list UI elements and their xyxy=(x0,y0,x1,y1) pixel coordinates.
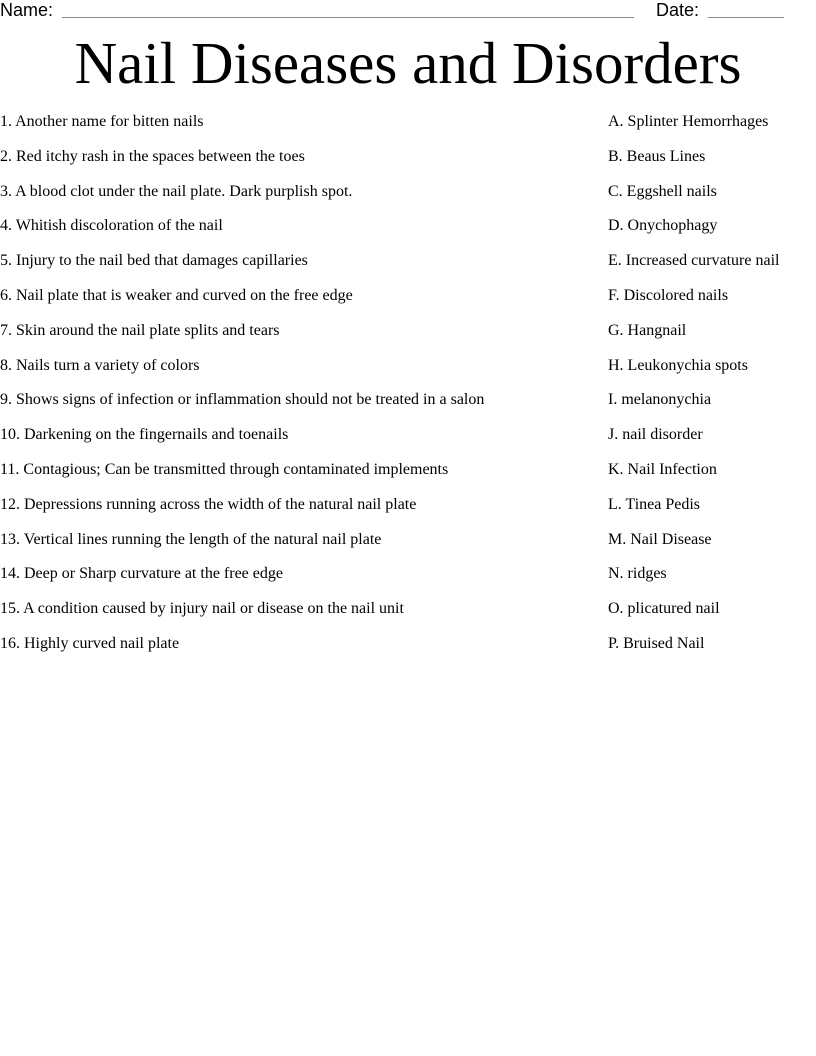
date-blank-line xyxy=(708,17,784,18)
answer-item: N. ridges xyxy=(608,565,667,583)
answer-item: K. Nail Infection xyxy=(608,460,717,478)
question-item: 6. Nail plate that is weaker and curved on the free edge xyxy=(0,286,353,304)
answer-item: F. Discolored nails xyxy=(608,286,729,304)
page-title: Nail Diseases and Disorders xyxy=(74,30,742,96)
answer-item: J. nail disorder xyxy=(608,426,703,444)
answer-list xyxy=(608,111,808,668)
question-item: 16. Highly curved nail plate xyxy=(0,634,180,652)
name-label: Name: xyxy=(0,0,54,20)
answer-item: M. Nail Disease xyxy=(608,530,712,548)
name-blank-line xyxy=(62,17,634,18)
question-item: 2. Red itchy rash in the spaces between the toes xyxy=(0,147,305,165)
question-item: 5. Injury to the nail bed that damages capillaries xyxy=(0,252,308,270)
question-item: 9. Shows signs of infection or inflammation should not be treated in a salon xyxy=(0,391,485,409)
answer-item: O. plicatured nail xyxy=(608,600,720,618)
answer-item: E. Increased curvature nail xyxy=(608,252,780,270)
answer-item: G. Hangnail xyxy=(608,321,687,339)
worksheet-header xyxy=(0,0,816,24)
question-item: 7. Skin around the nail plate splits and tears xyxy=(0,321,280,339)
answer-item: C. Eggshell nails xyxy=(608,182,717,200)
answer-item: H. Leukonychia spots xyxy=(608,356,748,374)
question-item: 15. A condition caused by injury nail or disease on the nail unit xyxy=(0,600,404,618)
question-item: 12. Depressions running across the width of the natural nail plate xyxy=(0,495,417,513)
question-item: 14. Deep or Sharp curvature at the free edge xyxy=(0,565,283,583)
date-label: Date: xyxy=(656,0,700,20)
question-item: 3. A blood clot under the nail plate. Dark purplish spot. xyxy=(0,182,353,200)
question-item: 10. Darkening on the fingernails and toenails xyxy=(0,426,289,444)
question-list xyxy=(0,111,590,668)
answer-item: I. melanonychia xyxy=(608,391,712,409)
question-item: 13. Vertical lines running the length of the natural nail plate xyxy=(0,530,382,548)
answer-item: B. Beaus Lines xyxy=(608,147,706,165)
answer-item: L. Tinea Pedis xyxy=(608,495,701,513)
question-item: 11. Contagious; Can be transmitted through contaminated implements xyxy=(0,460,449,478)
answer-item: D. Onychophagy xyxy=(608,217,718,235)
answer-item: A. Splinter Hemorrhages xyxy=(608,113,769,130)
answer-item: P. Bruised Nail xyxy=(608,634,705,652)
question-item: 1. Another name for bitten nails xyxy=(0,113,204,130)
question-item: 8. Nails turn a variety of colors xyxy=(0,356,200,374)
question-item: 4. Whitish discoloration of the nail xyxy=(0,217,223,235)
